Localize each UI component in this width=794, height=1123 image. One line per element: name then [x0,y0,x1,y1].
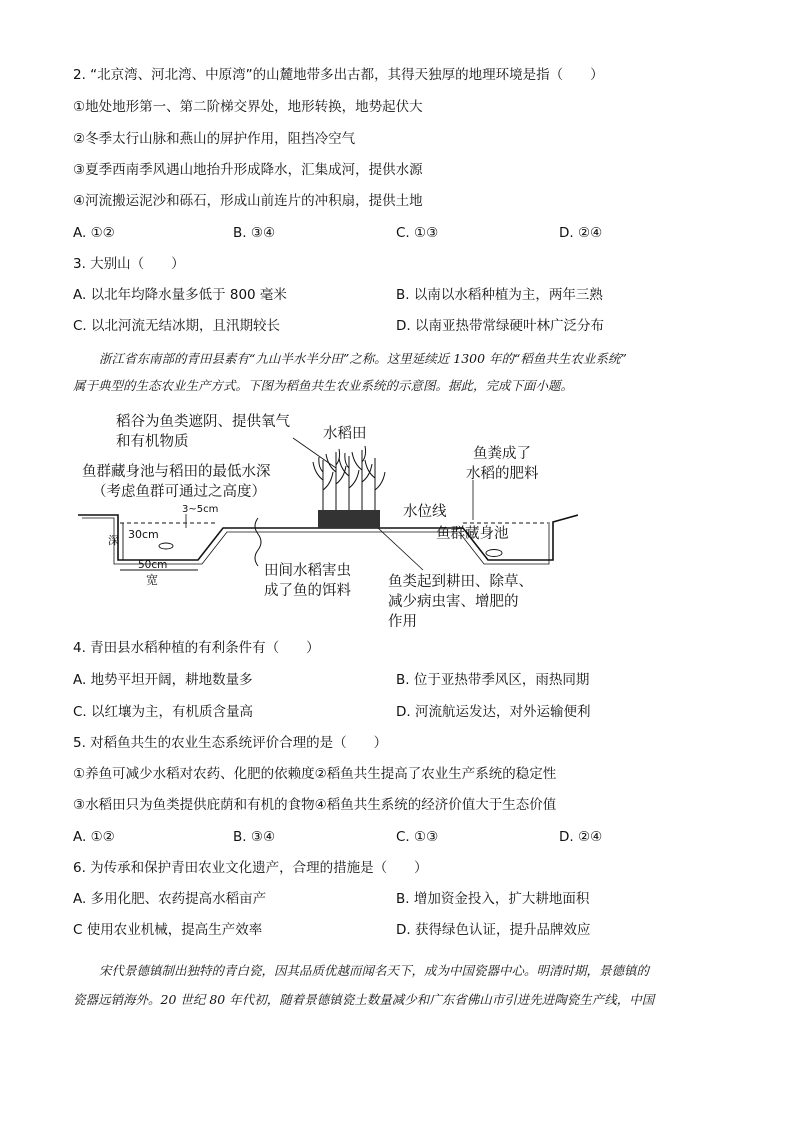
q2-item-3: ③夏季西南季风遇山地抬升形成降水，汇集成河，提供水源 [73,162,423,178]
passage-jingdezhen [73,962,723,1009]
label-pest-2: 成了鱼的饵料 [264,583,351,599]
q3-option-b: B. 以南以水稻种植为主，两年三熟 [396,287,603,303]
q2-item-2: ②冬季太行山脉和燕山的屏护作用，阻挡冷空气 [73,131,356,147]
q6-option-a: A. 多用化肥、农药提高水稻亩产 [73,891,267,907]
fish-pool [486,550,502,557]
q2-stem: 2. “北京湾、河北湾、中原湾”的山麓地带多出古都，其得天独厚的地理环境是指（ ） [73,67,604,83]
q3-option-c: C. 以北河流无结冰期，且汛期较长 [73,318,281,334]
q2-option-c: C. ①③ [396,225,439,241]
label-pest-1: 田间水稻害虫 [264,563,351,579]
label-wide: 宽 [146,573,159,587]
label-3-5cm: 3~5cm [182,504,219,515]
q3-option-a: A. 以北年均降水量多低于 800 毫米 [73,287,287,303]
label-role-1: 鱼类起到耕田、除草、 [388,574,533,590]
q5-option-a: A. ①② [73,829,115,845]
q4-option-c: C. 以红壤为主，有机质含量高 [73,704,254,720]
label-depth-1: 鱼群藏身池与稻田的最低水深 [82,464,271,480]
q5-option-c: C. ①③ [396,829,439,845]
passage-jingdezhen-line-1: 宋代景德镇制出独特的青白瓷，因其品质优越而闻名天下，成为中国瓷器中心。明清时期，景德镇的 [99,963,650,978]
q2-option-d: D. ②④ [559,225,603,241]
rice-root-base [318,510,380,528]
q5-option-b: B. ③④ [233,829,276,845]
q3-option-d: D. 以南亚热带常绿硬叶林广泛分布 [396,318,604,334]
pointer-role [378,528,423,570]
passage-jingdezhen-line-2: 瓷器远销海外。20 世纪 80 年代初，随着景德镇瓷土数量减少和广东省佛山市引进先进陶瓷生产线，中国 [73,992,655,1007]
rice-fish-diagram [78,410,578,640]
q5-items-line-2: ③水稻田只为鱼类提供庇荫和有机的食物④稻鱼共生系统的经济价值大于生态价值 [73,797,557,813]
label-waterline: 水位线 [403,504,447,520]
q6-option-b: B. 增加资金投入，扩大耕地面积 [396,891,590,907]
q4-option-d: D. 河流航运发达，对外运输便利 [396,704,591,720]
label-manure-2: 水稻的肥料 [466,466,539,482]
q6-stem: 6. 为传承和保护青田农业文化遗产，合理的措施是（ ） [73,860,428,876]
q2-item-1: ①地处地形第一、第二阶梯交界处，地形转换，地势起伏大 [73,99,423,115]
label-role-2: 减少病虫害、增肥的 [388,594,519,610]
label-depth-2: （考虑鱼群可通过之高度） [92,484,266,500]
passage-qingtian [73,350,723,395]
pest-line [255,518,261,566]
q5-items-line-1: ①养鱼可减少水稻对农药、化肥的依赖度②稻鱼共生提高了农业生产系统的稳定性 [73,766,557,782]
label-50cm: 50cm [138,559,168,571]
label-manure-1: 鱼粪成了 [473,446,531,462]
label-role-3: 作用 [388,614,417,630]
label-shade-1: 稻谷为鱼类遮阴、提供氧气 [116,414,290,430]
q4-option-a: A. 地势平坦开阔，耕地数量多 [73,672,253,688]
q2-item-4: ④河流搬运泥沙和砾石，形成山前连片的冲积扇，提供土地 [73,193,423,209]
label-pool: 鱼群藏身池 [436,526,509,542]
label-deep: 深 [108,534,119,547]
pointer-shade [293,438,336,468]
q2-option-a: A. ①② [73,225,115,241]
fish-small [159,543,173,549]
q3-stem: 3. 大别山（ ） [73,256,185,272]
label-shade-2: 和有机物质 [116,434,189,450]
q5-stem: 5. 对稻鱼共生的农业生态系统评价合理的是（ ） [73,735,388,751]
label-30cm: 30cm [128,528,159,541]
passage-qingtian-line-2: 属于典型的生态农业生产方式。下图为稻鱼共生农业系统的示意图。据此，完成下面小题。 [73,378,574,393]
q5-option-d: D. ②④ [559,829,603,845]
q6-option-c: C 使用农业机械，提高生产效率 [73,922,263,938]
q4-option-b: B. 位于亚热带季风区，雨热同期 [396,672,590,688]
q6-option-d: D. 获得绿色认证，提升品牌效应 [396,922,591,938]
passage-qingtian-line-1: 浙江省东南部的青田县素有“九山半水半分田”之称。这里延续近 1300 年的“稻鱼共生农业系统” [99,351,627,366]
q2-option-b: B. ③④ [233,225,276,241]
label-paddy: 水稻田 [323,426,367,442]
q4-stem: 4. 青田县水稻种植的有利条件有（ ） [73,640,320,656]
